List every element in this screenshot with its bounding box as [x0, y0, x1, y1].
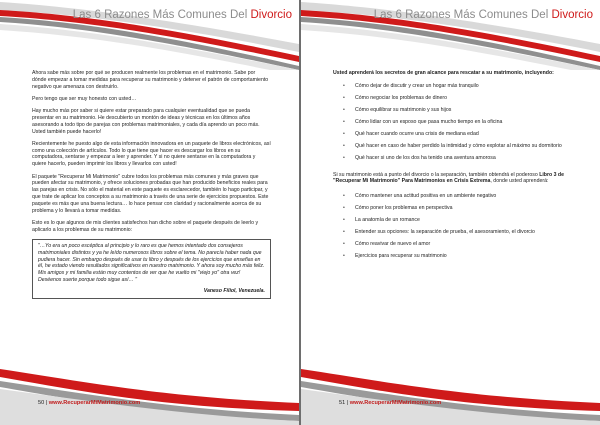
- paragraph: Esto es lo que algunos de mis clientes satisfechos han dicho sobre el paquete después de leerlo y aplicarlo a los problemas de su matrimonio:: [32, 219, 259, 233]
- header-title: Las 6 Razones Más Comunes Del Divorcio: [72, 9, 292, 21]
- paragraph: El paquete "Recuperar Mi Matrimonio" cubre todos los problemas más comunes y más graves que pueden afectar su matrimonio, y ofrece soluciones probadas que han producido beneficios reales para las parejas en crisis. No sólo el material en este paquete es esclarecedor, también lo hago participar, y que trate de aplicar los conceptos a su matrimonio a través de una serie de ejercicios propuestos. Este paquete es más que una buena lectura… lo hace pensar con claridad y racionalmente acerca de su problema y lo llevará a tomar medidas.: [32, 173, 269, 214]
- bullet-icon: •: [343, 217, 345, 224]
- bullet-icon: •: [343, 106, 345, 113]
- list-item: • Cómo reavivar de nuevo el amor: [343, 241, 431, 248]
- list-item: • Cómo mantener una actitud positiva en un ambiente negativo: [343, 193, 497, 200]
- website-link[interactable]: www.RecuperarMiMatrimonio.com: [349, 400, 442, 406]
- bullet-icon: •: [343, 118, 345, 125]
- page-footer: 50 | www.RecuperarMiMatrimonio.com: [38, 400, 141, 406]
- testimonial-box: [32, 239, 271, 299]
- left-page-body: [32, 70, 271, 299]
- website-link[interactable]: www.RecuperarMiMatrimonio.com: [48, 400, 141, 406]
- list-item: • Cómo lidiar con un esposo que pasa mucho tiempo en la oficina: [343, 118, 503, 125]
- testimonial-text: "…Yo era un poco escéptica al principio y lo raro es que hemos intentado dos consejeros matrimoniales distintos y ya he leído numerosos libros sobre el tema. No parecía haber nada que pudiera hacer. Sin embargo después de usar tu libro y después de los ejercicios que enseñas en él, he estado viendo resultados significativos en nuestro matrimonio. Y ahora soy mucho más feliz. Mis amigos y mi familia están muy contentos de ver que he vuelto mi "viejo yo" otra vez! Deséenos suerte porque todo sigue así… ": [38, 242, 265, 283]
- testimonial-author: Vaneso Filiol, Venezuela.: [203, 287, 265, 294]
- bullet-icon: •: [343, 205, 345, 212]
- bullet-list: [333, 193, 572, 260]
- bullet-icon: •: [343, 94, 345, 101]
- paragraph: Hay mucho más por saber si quiere estar preparado para cualquier eventualidad que se pueda presentar en su matrimonio. He descubierto un montón de ideas y técnicas en los últimos años asesorando a todo tipo de parejas con problemas matrimoniales, y cada día aprendo un poco más. Usted también puede hacerlo!: [32, 108, 260, 135]
- right-page-body: [333, 70, 572, 268]
- bullet-icon: •: [343, 154, 345, 161]
- bullet-icon: •: [343, 253, 345, 260]
- list-item: • Cómo dejar de discutir y crear un hogar más tranquilo: [343, 82, 479, 89]
- bullet-icon: •: [343, 241, 345, 248]
- bottom-decoration: [0, 355, 299, 425]
- list-item: • La anatomía de un romance: [343, 217, 420, 224]
- bullet-icon: •: [343, 130, 345, 137]
- section-intro: Usted aprenderá los secretos de gran alcance para rescatar a su matrimonio, incluyendo:: [333, 70, 554, 76]
- paragraph: Si su matrimonio está a punto del divorcio o la separación, también obtendrá el poderoso Libro 3 de "Recuperar Mi Matrimonio" Para Matrimonios en Crisis Extrema, donde usted aprenderá:: [333, 171, 564, 185]
- bullet-icon: •: [343, 193, 345, 200]
- list-item: • Cómo poner los problemas en perspectiva: [343, 205, 453, 212]
- paragraph: Ahora sabe más sobre por qué se producen realmente los problemas en el matrimonio. Sabe por dónde empezar a tomar medidas para recuperar su matrimonio y detener el patrón de comportamiento negativo que amenaza con destruirlo.: [32, 70, 269, 90]
- paragraph: Pero tengo que ser muy honesto con usted…: [32, 95, 137, 102]
- bullet-icon: •: [343, 82, 345, 89]
- right-page: [301, 0, 600, 425]
- bullet-list: [333, 83, 572, 162]
- list-item: • Ejercicios para recuperar su matrimonio: [343, 253, 447, 260]
- header-title: Las 6 Razones Más Comunes Del Divorcio: [373, 9, 593, 21]
- list-item: • Cómo equilibrar su matrimonio y sus hijos: [343, 106, 452, 113]
- bottom-decoration: [301, 355, 600, 425]
- list-item: • Cómo negociar los problemas de dinero: [343, 94, 447, 101]
- left-page: [0, 0, 299, 425]
- list-item: • Entender sus opciones: la separación de prueba, el asesoramiento, el divorcio: [343, 229, 535, 236]
- list-item: • Qué hacer en caso de haber perdido la intimidad y cómo explotar al máximo su dormitorio: [343, 142, 562, 149]
- bullet-icon: •: [343, 229, 345, 236]
- bullet-icon: •: [343, 142, 345, 149]
- paragraph: Recientemente he puesto algo de esta información innovadora en un paquete de libros electrónicos, así como una colección de artículos. Todo lo que tiene que hacer es descargar los libros en su computadora, sentarse y empezar a leer y aprender. Y si no quiere sentarse en la computadora y quiere hacerlo, pueden imprimir los libros y llevarlos con usted!: [32, 140, 271, 168]
- page-footer: 51 | www.RecuperarMiMatrimonio.com: [339, 400, 442, 406]
- list-item: • Qué hacer si uno de los dos ha tenido una aventura amorosa: [343, 154, 496, 161]
- list-item: • Qué hacer cuando ocurre una crisis de mediana edad: [343, 130, 479, 137]
